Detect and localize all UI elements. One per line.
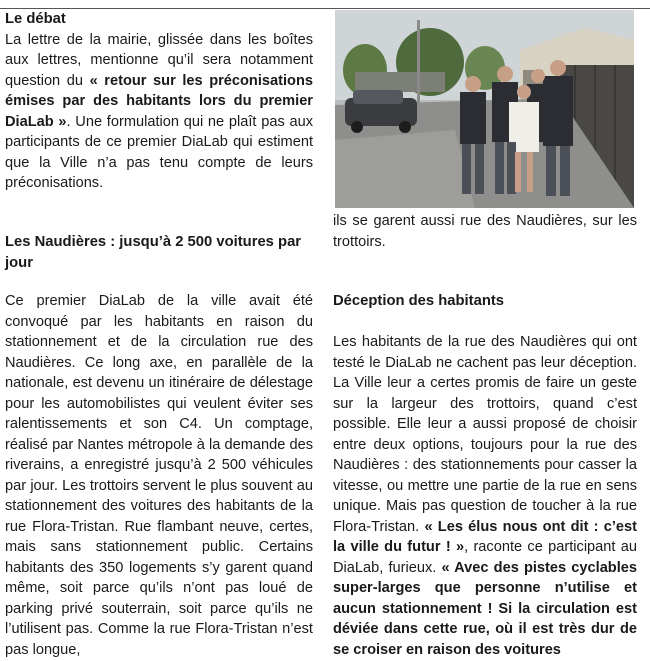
deception-text-a: Les habitants de la rue des Naudières qui ont testé le DiaLab ne cachent pas leur déception. La Ville leur a certes promis de faire un geste sur la largeur des trottoirs, quand c’est possible. Elle leur a aussi proposé de choisir entre deux options, toujours pour la rue des Naudières : des stationnements pour casser la vitesse, ou mettre une partie de la rue en sens unique. Mais pas question de toucher à la rue Flora-Tristan. [333, 334, 637, 535]
section-continuation [333, 211, 637, 252]
debat-text-a: La lettre de la mairie, glissée dans les boîtes aux lettres, mentionne qu’il sera notamment question du [5, 31, 313, 89]
section-naudieres-body [5, 291, 313, 660]
section-deception-body [333, 332, 637, 660]
paragraph-naudieres: Ce premier DiaLab de la ville avait été convoqué par les habitants en raison du stationnement et de la circulation rue des Naudières. Ce long axe, en parallèle de la nationale, est devenu un itinéraire de délestage pour les automobilistes qui veulent éviter ses ralentissements et son C4. Un comptage, réalisé par Nantes métropole à la demande des riverains, a enregistré jusqu’à 2 500 véhicules par jour. Les trottoirs servent le plus souvent au stationnement des voitures des habitants de la rue Flora-Tristan. Rue flambant neuve, certes, mais sans stationnement public. Certains habitants des 350 logements s’y garent quand même, soit parce qu’ils n’ont pas loué de parking privé souterrain, soit parce qu’ils ne l’utilisent pas. Comme la rue Flora-Tristan n’est pas longue, [5, 293, 313, 658]
section-deception [333, 291, 637, 312]
deception-text-b: , raconte ce participant au DiaLab, furieux. [333, 539, 637, 576]
section-naudieres [5, 232, 313, 273]
heading-naudieres: Les Naudières : jusqu’à 2 500 voitures par jour [5, 234, 302, 271]
debat-text-c: . Une formulation qui ne plaît pas aux participants de ce premier DiaLab qui estiment que la Ville n’a pas tenu compte de leurs préconisations. [5, 113, 313, 191]
heading-debat: Le débat [5, 11, 66, 27]
debat-quote: « retour sur les préconisations émises par des habitants lors du premier DiaLab » [5, 72, 313, 130]
paragraph-deception [333, 332, 637, 660]
paragraph-continuation: ils se garent aussi rue des Naudières, sur les trottoirs. [333, 213, 637, 250]
heading-deception: Déception des habitants [333, 293, 505, 309]
deception-quote-2: « Avec des pistes cyclables super-larges que personne n’utilise et aucun stationnement ! Si la circulation est déviée dans cette rue, où il est très dur de se croiser en raison des voitures [333, 559, 638, 658]
paragraph-debat [5, 30, 313, 194]
section-debat [5, 9, 313, 194]
street-photo-residents-icon [335, 10, 634, 208]
street-photo [335, 10, 634, 208]
deception-quote-1: « Les élus nous ont dit : c’est la ville du futur ! » [333, 518, 637, 555]
